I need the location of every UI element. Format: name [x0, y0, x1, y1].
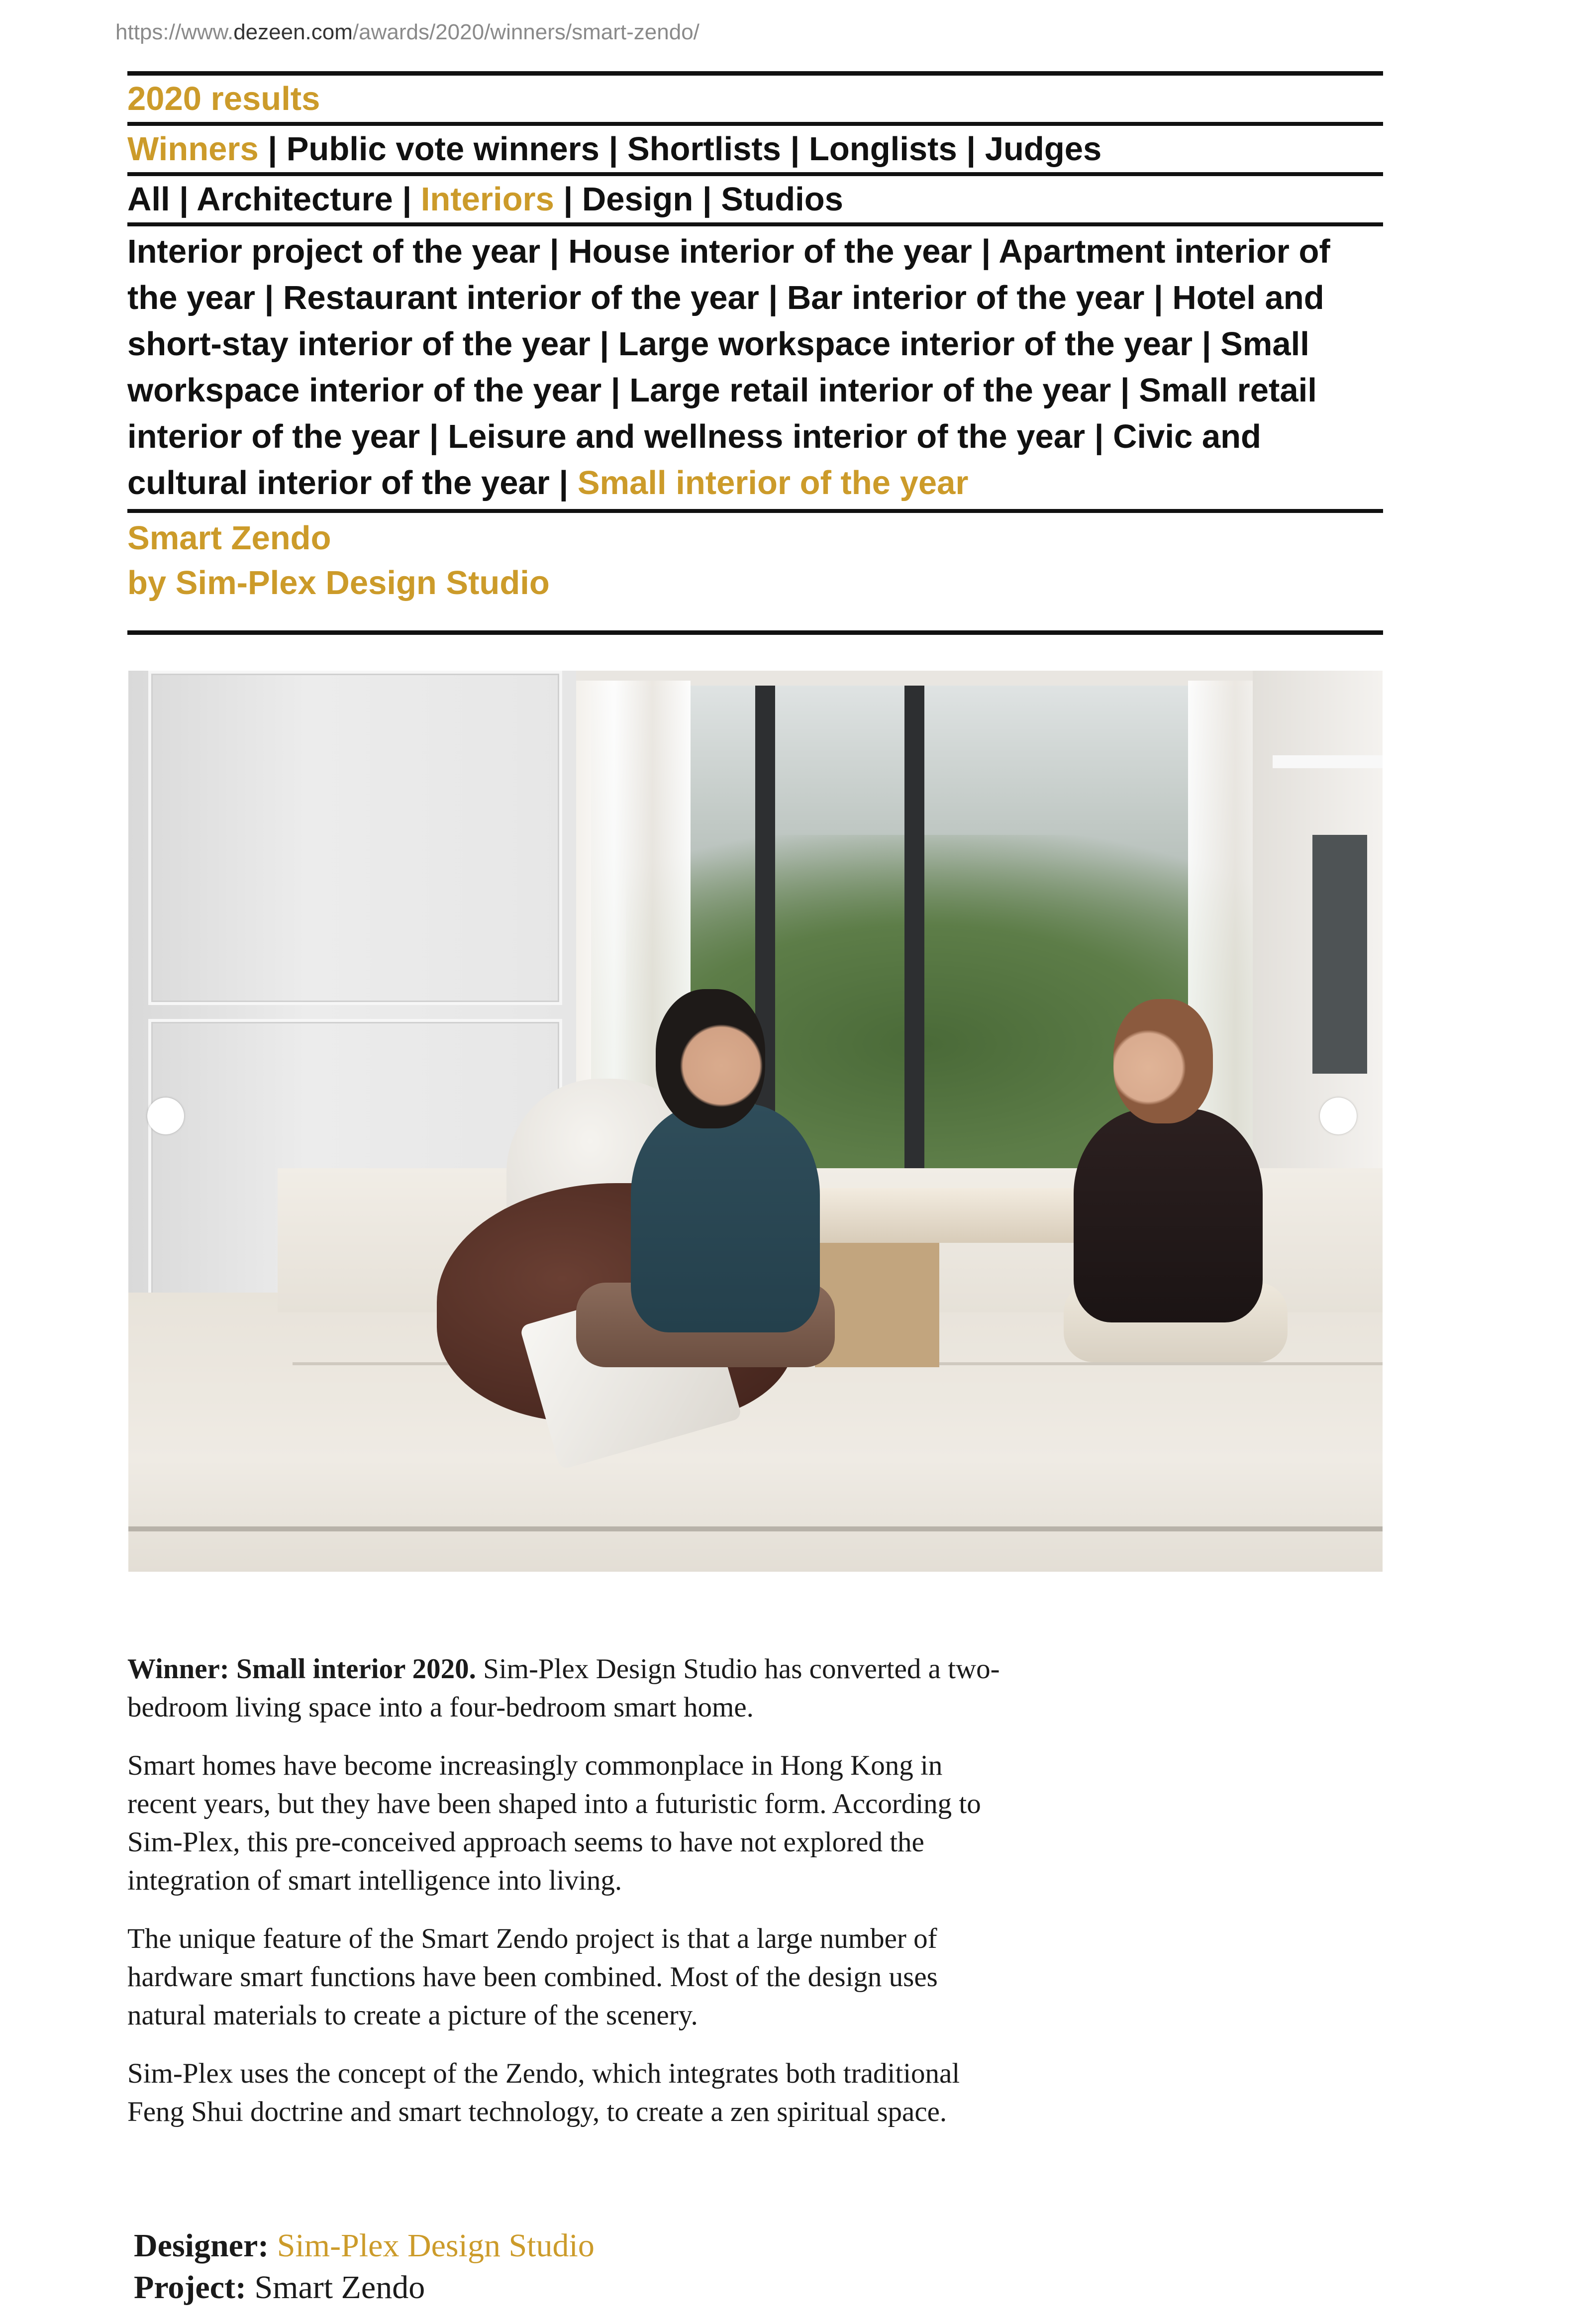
project-byline[interactable]: by Sim-Plex Design Studio — [127, 564, 550, 602]
nav-separator: | — [559, 464, 569, 502]
divider — [127, 71, 1383, 76]
carousel-next-dot-icon[interactable] — [1320, 1098, 1357, 1134]
url-host: dezeen.com — [233, 20, 353, 44]
wall-panel — [148, 671, 562, 1005]
divider — [127, 122, 1383, 126]
nav-separator: | — [563, 181, 573, 218]
nav-separator: | — [599, 325, 609, 363]
credit-designer — [134, 2225, 595, 2267]
divider — [127, 630, 1383, 635]
credit-value: Smart Zendo — [254, 2269, 425, 2306]
project-title[interactable]: Smart Zendo — [127, 519, 331, 557]
nav-link-shortlists[interactable]: Shortlists — [627, 130, 781, 168]
nav-link-winners[interactable]: Winners — [127, 130, 259, 168]
credit-label: Designer: — [134, 2227, 269, 2264]
photo-person — [656, 989, 765, 1128]
category-link-large-retail-interior-of-the-year[interactable]: Large retail interior of the year — [629, 372, 1111, 409]
photo-tv — [1312, 835, 1367, 1074]
photo-person — [1074, 1109, 1263, 1322]
article-paragraph: The unique feature of the Smart Zendo project is that a large number of hardware smart functions have been combined. Most of the design uses natural materials to create a picture of the scenery. — [127, 1923, 938, 2031]
nav-separator: | — [790, 130, 800, 168]
url-prefix: https://www. — [115, 20, 234, 44]
url-bar[interactable] — [115, 20, 699, 45]
category-link-small-retail-interior-of-the-year[interactable]: Small retail interior of the year — [127, 372, 1317, 455]
nav-separator: | — [610, 372, 620, 409]
category-link-leisure-and-wellness-interior-of-the-year[interactable]: Leisure and wellness interior of the year — [448, 418, 1086, 455]
nav-separator: | — [768, 279, 778, 316]
nav-separator: | — [1094, 418, 1104, 455]
tab-all[interactable]: All — [127, 181, 170, 218]
category-link-hotel-and-short-stay-interior-of-the-year[interactable]: Hotel and short-stay interior of the year — [127, 279, 1324, 363]
category-link-large-workspace-interior-of-the-year[interactable]: Large workspace interior of the year — [618, 325, 1193, 363]
tab-interiors[interactable]: Interiors — [420, 181, 554, 218]
nav-separator: | — [429, 418, 439, 455]
divider — [127, 172, 1383, 176]
nav-separator: | — [179, 181, 189, 218]
photo-shelf — [1273, 755, 1383, 768]
project-credits — [134, 2225, 595, 2309]
category-link-small-interior-of-the-year[interactable]: Small interior of the year — [577, 464, 969, 502]
lead-rest: Sim-Plex Design Studio has converted a two-bedroom living space into a four-bedroom smart home. — [127, 1653, 1000, 1723]
nav-separator: | — [702, 181, 712, 218]
nav-separator: | — [549, 233, 559, 270]
article-lead — [127, 1650, 1003, 1726]
nav-link-public-vote-winners[interactable]: Public vote winners — [286, 130, 599, 168]
nav-link-judges[interactable]: Judges — [985, 130, 1102, 168]
nav-separator: | — [966, 130, 976, 168]
nav-separator: | — [264, 279, 274, 316]
nav-link-longlists[interactable]: Longlists — [808, 130, 957, 168]
article-paragraph: Sim-Plex uses the concept of the Zendo, which integrates both traditional Feng Shui doctrine and smart technology, to create a zen spiritual space. — [127, 2058, 960, 2127]
credit-project — [134, 2267, 595, 2309]
url-path: /awards/2020/winners/smart-zendo/ — [352, 20, 699, 44]
category-nav — [127, 176, 1383, 222]
nav-separator: | — [1201, 325, 1211, 363]
category-link-house-interior-of-the-year[interactable]: House interior of the year — [568, 233, 972, 270]
project-photo[interactable] — [128, 671, 1383, 1572]
interior-category-nav — [127, 226, 1383, 509]
results-type-nav — [127, 126, 1383, 172]
category-link-civic-and-cultural-interior-of-the-year[interactable]: Civic and cultural interior of the year — [127, 418, 1261, 502]
divider — [127, 222, 1383, 226]
awards-navigation — [127, 71, 1383, 635]
divider — [127, 509, 1383, 513]
credit-label: Project: — [134, 2269, 246, 2306]
category-link-bar-interior-of-the-year[interactable]: Bar interior of the year — [787, 279, 1145, 316]
category-link-restaurant-interior-of-the-year[interactable]: Restaurant interior of the year — [283, 279, 759, 316]
category-link-small-workspace-interior-of-the-year[interactable]: Small workspace interior of the year — [127, 325, 1309, 409]
nav-separator: | — [402, 181, 412, 218]
tab-design[interactable]: Design — [582, 181, 694, 218]
article-body — [127, 1650, 1003, 2151]
nav-separator: | — [981, 233, 991, 270]
category-link-apartment-interior-of-the-year[interactable]: Apartment interior of the year — [127, 233, 1330, 316]
designer-link[interactable]: Sim-Plex Design Studio — [277, 2227, 595, 2264]
tab-architecture[interactable]: Architecture — [197, 181, 393, 218]
tab-studios[interactable]: Studios — [721, 181, 843, 218]
photo-floor-line — [128, 1526, 1383, 1531]
lead-strong: Winner: Small interior 2020. — [127, 1653, 476, 1685]
photo-person — [631, 1104, 820, 1332]
photo-person — [1113, 999, 1213, 1123]
nav-separator: | — [1120, 372, 1130, 409]
carousel-prev-dot-icon[interactable] — [147, 1098, 184, 1134]
nav-separator: | — [608, 130, 618, 168]
article-paragraph: Smart homes have become increasingly commonplace in Hong Kong in recent years, but they have been shaped into a futuristic form. According to Sim-Plex, this pre-conceived approach seems to have not explored the integration of smart intelligence into living. — [127, 1750, 981, 1896]
nav-separator: | — [268, 130, 278, 168]
results-heading[interactable]: 2020 results — [127, 80, 320, 117]
category-link-interior-project-of-the-year[interactable]: Interior project of the year — [127, 233, 541, 270]
nav-separator: | — [1154, 279, 1163, 316]
